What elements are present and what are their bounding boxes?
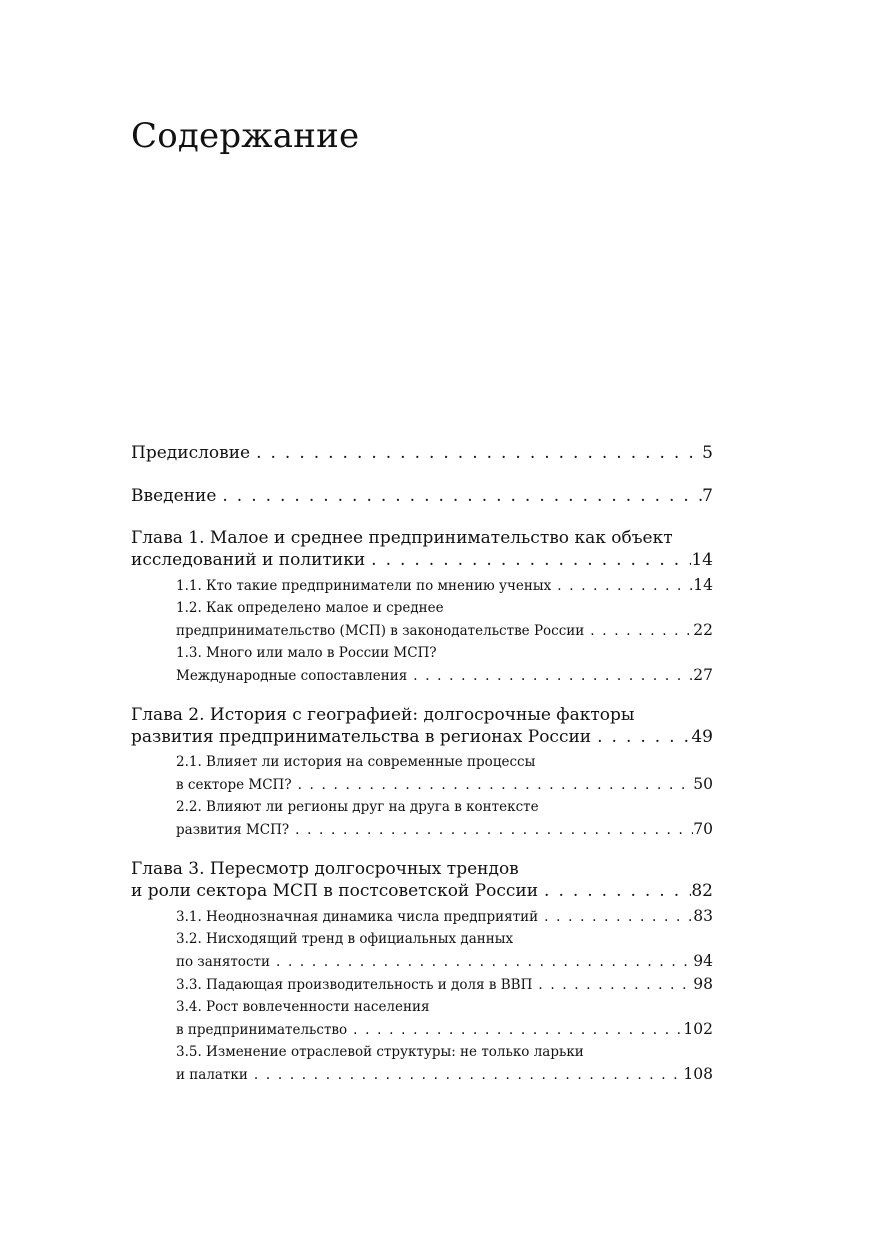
section-title-line2: по занятости (176, 954, 270, 970)
toc-chapter-3 (131, 858, 713, 1086)
dot-leader (216, 484, 702, 508)
dot-leader (538, 880, 691, 902)
dot-leader (289, 819, 693, 841)
toc-page-number: 22 (693, 621, 713, 639)
section-title-line2: Международные сопоставления (176, 668, 408, 684)
toc-entry-introduction[interactable] (131, 484, 713, 508)
toc-page-number: 7 (702, 486, 713, 506)
section-title: 3.3. Падающая производительность и доля в ВВП (176, 977, 533, 993)
section-title-line2: в предпринимательство (176, 1022, 348, 1038)
dot-leader (584, 620, 693, 642)
toc-entry-label: Предисловие (131, 443, 251, 463)
toc-entry-preface[interactable] (131, 441, 713, 465)
section-title-line2: в секторе МСП? (176, 777, 292, 793)
toc-page-number: 108 (683, 1065, 713, 1083)
toc-page-number: 49 (691, 727, 713, 747)
dot-leader (365, 549, 691, 571)
dot-leader (407, 665, 693, 687)
dot-leader (292, 774, 694, 796)
toc-page-number: 82 (691, 881, 713, 901)
section-title: 1.1. Кто такие предприниматели по мнению ученых (176, 578, 552, 594)
section-title-line2: предпринимательство (МСП) в законодательстве России (176, 623, 585, 639)
toc-section-entry[interactable] (176, 973, 713, 996)
toc-chapter-entry[interactable] (131, 858, 713, 902)
toc-chapter-entry[interactable] (131, 704, 713, 748)
dot-leader (270, 951, 693, 973)
dot-leader (347, 1019, 683, 1041)
chapter-title-line2: и роли сектора МСП в постсоветской России (131, 881, 539, 901)
section-title-line1: 2.2. Влияют ли регионы друг на друга в контексте (176, 799, 539, 815)
section-title-line2: и палатки (176, 1067, 248, 1083)
toc-chapter-2 (131, 704, 713, 841)
toc-section-entry[interactable] (176, 597, 713, 642)
table-of-contents (131, 441, 713, 1103)
toc-page-number: 50 (693, 775, 713, 793)
toc-chapter-1 (131, 527, 713, 687)
toc-page-number: 5 (702, 443, 713, 463)
toc-section-entry[interactable] (176, 1041, 713, 1086)
section-title-line1: 1.2. Как определено малое и среднее (176, 600, 444, 616)
toc-section-entry[interactable] (176, 996, 713, 1041)
section-title-line1: 2.1. Влияет ли история на современные процессы (176, 754, 536, 770)
dot-leader (538, 906, 693, 928)
toc-page-number: 14 (693, 576, 713, 594)
dot-leader (248, 1064, 684, 1086)
chapter-title-line2: исследований и политики (131, 550, 366, 570)
section-title-line1: 3.4. Рост вовлеченности населения (176, 999, 430, 1015)
toc-section-entry[interactable] (176, 751, 713, 796)
toc-chapter-entry[interactable] (131, 527, 713, 571)
section-title: 3.1. Неоднозначная динамика числа предприятий (176, 909, 539, 925)
toc-page-number: 102 (683, 1020, 713, 1038)
toc-page-number: 14 (691, 550, 713, 570)
section-title-line1: 3.5. Изменение отраслевой структуры: не только ларьки (176, 1044, 584, 1060)
toc-section-entry[interactable] (176, 642, 713, 687)
toc-page-number: 83 (693, 907, 713, 925)
toc-section-entry[interactable] (176, 796, 713, 841)
dot-leader (551, 575, 693, 597)
chapter-title-line2: развития предпринимательства в регионах России (131, 727, 592, 747)
toc-page-number: 27 (693, 666, 713, 684)
dot-leader (532, 974, 693, 996)
toc-section-entry[interactable] (176, 928, 713, 973)
toc-section-entry[interactable] (176, 574, 713, 597)
section-title-line1: 1.3. Много или мало в России МСП? (176, 645, 437, 661)
section-title-line2: развития МСП? (176, 822, 290, 838)
chapter-title-line1: Глава 3. Пересмотр долгосрочных трендов (131, 859, 519, 879)
dot-leader (591, 726, 691, 748)
toc-section-entry[interactable] (176, 905, 713, 928)
section-title-line1: 3.2. Нисходящий тренд в официальных данных (176, 931, 514, 947)
chapter-title-line1: Глава 2. История с географией: долгосрочные факторы (131, 705, 635, 725)
page-title: Содержание (131, 116, 360, 156)
toc-entry-label: Введение (131, 486, 217, 506)
toc-page-number: 70 (693, 820, 713, 838)
toc-page-number: 94 (693, 952, 713, 970)
dot-leader (250, 441, 702, 465)
toc-page-number: 98 (693, 975, 713, 993)
chapter-title-line1: Глава 1. Малое и среднее предпринимательство как объект (131, 528, 673, 548)
